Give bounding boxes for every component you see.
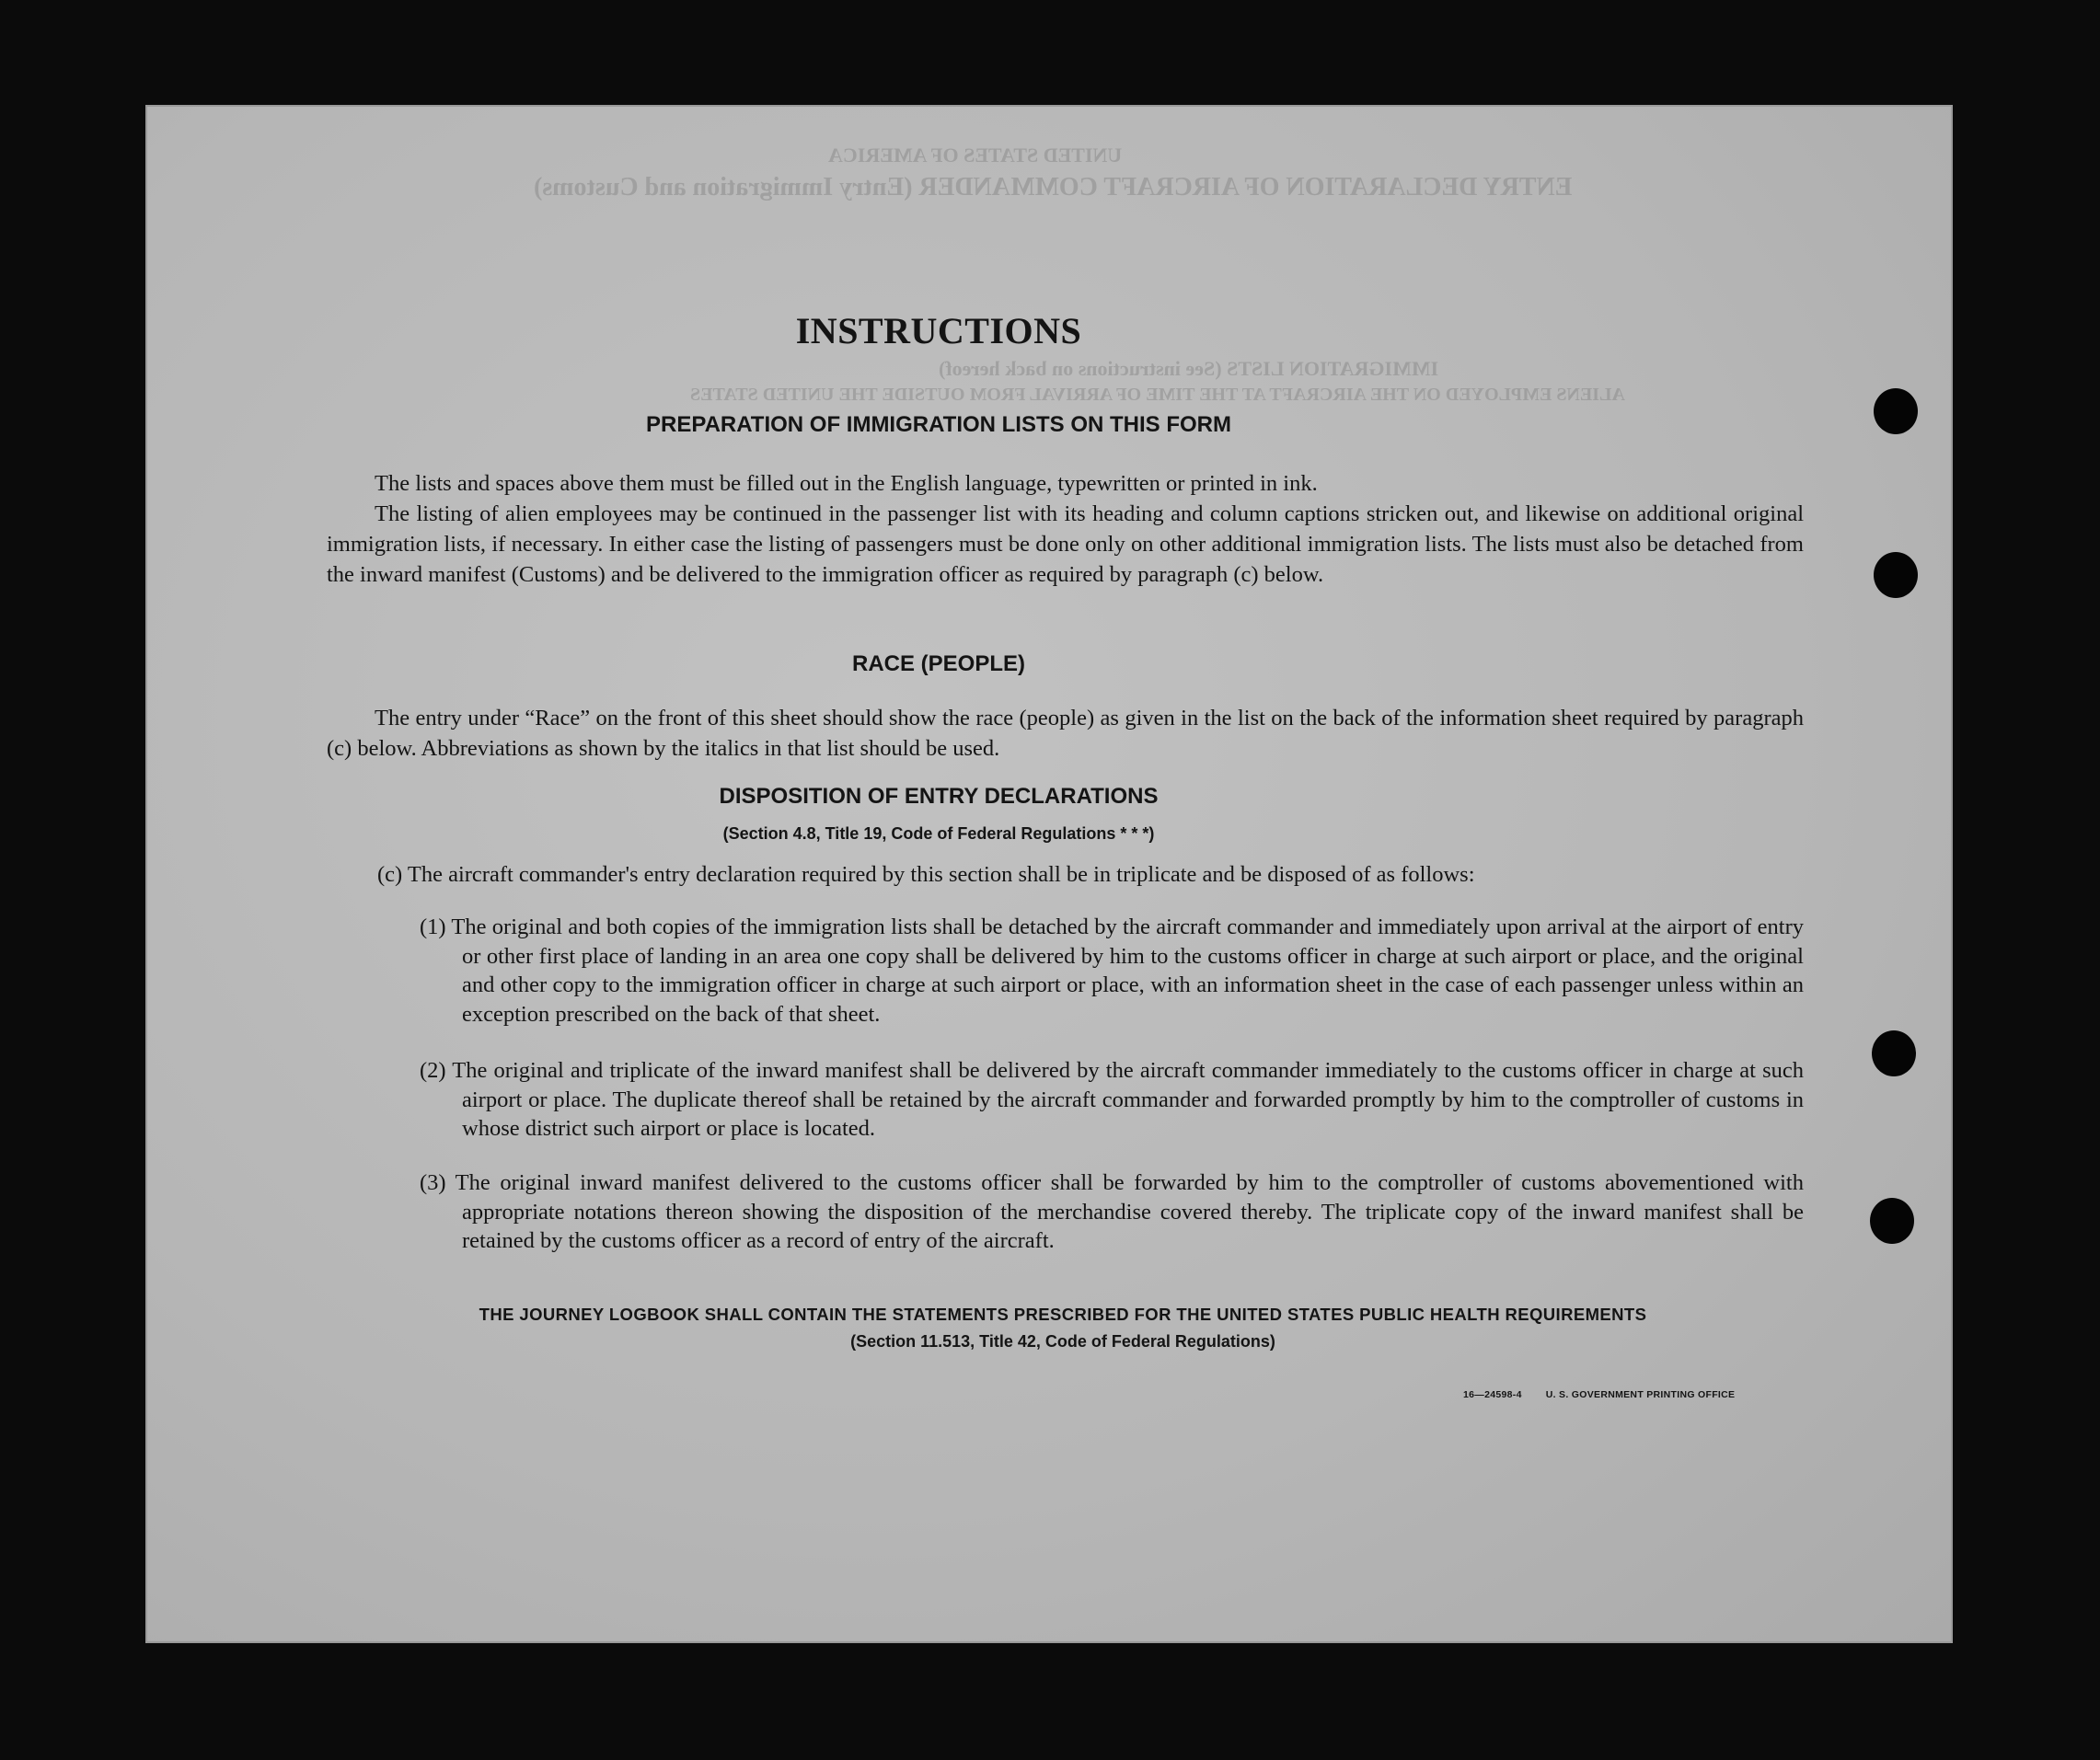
list-item: (1) The original and both copies of the immigration lists shall be detached by the aircraft commander and immediately upon arrival at the airport of entry or other first place of landing in an area one copy shall be delivered by him to the customs officer in charge at such airport or place, and the original and other copy to the immigration officer in charge at such airport or place, with an information sheet in the case of each passenger unless within an exception prescribed on the back of that sheet. — [420, 915, 1804, 1027]
paragraph-race: The entry under “Race” on the front of this sheet should show the race (people) as given in the list on the back of the information sheet required by paragraph (c) below. Abbreviations as shown by the italics in that list should be used. — [327, 706, 1804, 761]
paragraph-c-intro: (c) The aircraft commander's entry declaration required by this section shall be in triplicate and be disposed of as follows: — [377, 862, 1475, 887]
bleed-through-line-2: ENTRY DECLARATION OF AIRCRAFT COMMANDER (Entry Immigration and Customs) — [534, 173, 1573, 201]
form-number: 16—24598-4 — [1463, 1389, 1522, 1400]
list-item: (2) The original and triplicate of the inward manifest shall be delivered by the aircraft commander immediately to the customs officer in charge at such airport or place. The duplicate thereof shall be retained by the aircraft commander and forwarded promptly by him to the comptroller of customs in whose district such airport or place is located. — [420, 1058, 1804, 1141]
footer-citation-title42: (Section 11.513, Title 42, Code of Federal Regulations) — [850, 1332, 1275, 1351]
paragraph-language: The lists and spaces above them must be filled out in the English language, typewritten or printed in ink. — [375, 471, 1318, 496]
bleed-through-line-4: ALIENS EMPLOYED ON THE AIRCRAFT AT THE TIME OF ARRIVAL FROM OUTSIDE THE UNITED STATES — [690, 385, 1625, 405]
section-heading-preparation: PREPARATION OF IMMIGRATION LISTS ON THIS FORM — [646, 412, 1231, 437]
section-citation-title19: (Section 4.8, Title 19, Code of Federal Regulations * * *) — [722, 824, 1155, 843]
section-heading-race: RACE (PEOPLE) — [851, 651, 1025, 676]
printer-name: U. S. GOVERNMENT PRINTING OFFICE — [1545, 1389, 1736, 1400]
bleed-through-line-1: UNITED STATES OF AMERICA — [828, 144, 1123, 167]
paragraph-alien-employees: The listing of alien employees may be continued in the passenger list with its heading and column captions stricken out, and likewise on additional original immigration lists, if necessary. In either case the listing of passengers must be done only on other additional immigration lists. The lists must also be detached from the inward manifest (Customs) and be delivered to the immigration officer as required by paragraph (c) below. — [327, 501, 1804, 587]
section-heading-disposition: DISPOSITION OF ENTRY DECLARATIONS — [719, 784, 1159, 809]
page-title: INSTRUCTIONS — [795, 310, 1082, 351]
document-sheet — [147, 107, 1951, 1641]
instructions-content — [147, 107, 1951, 1641]
bleed-through-line-3: IMMIGRATION LISTS (See instructions on back hereof) — [939, 357, 1439, 380]
public-health-statement: THE JOURNEY LOGBOOK SHALL CONTAIN THE STATEMENTS PRESCRIBED FOR THE UNITED STATES PUBLIC HEALTH REQUIREMENTS — [479, 1305, 1647, 1324]
printer-imprint — [1463, 1389, 1759, 1400]
list-item: (3) The original inward manifest delivered to the customs officer shall be forwarded by him to the comptroller of customs abovementioned with appropriate notations thereon showing the disposition of the merchandise covered thereby. The triplicate copy of the inward manifest shall be retained by the customs officer as a record of entry of the aircraft. — [420, 1170, 1804, 1253]
